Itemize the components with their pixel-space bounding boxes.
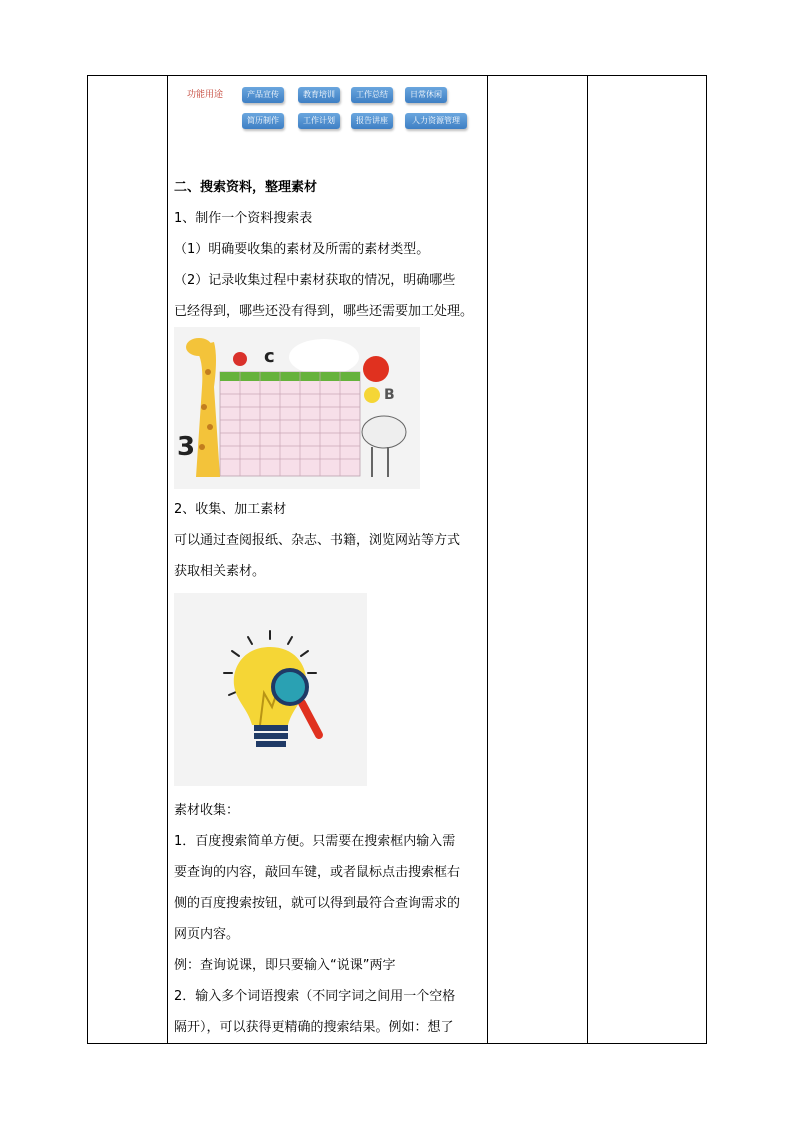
chip: 报告讲座 [351, 113, 393, 129]
paragraph: 侧的百度搜索按钮，就可以得到最符合查询需求的 [174, 896, 461, 911]
chip: 教育培训 [298, 87, 340, 103]
paragraph: 2．输入多个词语搜索（不同字词之间用一个空格 [174, 989, 456, 1004]
bulb-image [174, 593, 367, 786]
text-block-middle [174, 494, 486, 587]
table-column-divider [167, 75, 168, 1044]
svg-text:c: c [264, 346, 275, 367]
paragraph: 1．百度搜索简单方便。只需要在搜索框内输入需 [174, 834, 456, 849]
paragraph: 已经得到，哪些还没有得到，哪些还需要加工处理。 [174, 304, 474, 319]
svg-text:3: 3 [177, 432, 196, 462]
paragraph: 隔开），可以获得更精确的搜索结果。例如：想了 [174, 1020, 454, 1035]
main-cell [174, 75, 486, 141]
function-chips [174, 75, 486, 141]
chip: 工作计划 [298, 113, 340, 129]
chip: 日常休闲 [405, 87, 447, 103]
chip: 产品宣传 [242, 87, 284, 103]
paragraph: 网页内容。 [174, 927, 240, 942]
chip-label: 功能用途 [187, 90, 224, 100]
text-block-bottom [174, 795, 486, 1043]
paragraph: （2）记录收集过程中素材获取的情况，明确哪些 [174, 273, 456, 288]
giraffe-grid-illustration [174, 327, 420, 489]
paragraph: 例：查询说课，即只要输入“说课”两字 [174, 958, 396, 973]
paragraph: 1、制作一个资料搜索表 [174, 211, 313, 226]
chip: 工作总结 [351, 87, 393, 103]
svg-text:B: B [384, 387, 395, 403]
paragraph: 可以通过查阅报纸、杂志、书籍，浏览网站等方式 [174, 533, 461, 548]
section-heading: 二、搜索资料，整理素材 [174, 180, 318, 195]
chip: 简历制作 [242, 113, 284, 129]
paragraph: 获取相关素材。 [174, 564, 266, 579]
lightbulb-magnifier-illustration [174, 593, 367, 786]
paragraph: 素材收集： [174, 803, 240, 818]
paragraph: 要查询的内容，敲回车键，或者鼠标点击搜索框右 [174, 865, 461, 880]
table-column-divider [487, 75, 488, 1044]
text-block-top [174, 172, 486, 327]
chip: 人力资源管理 [405, 113, 467, 129]
giraffe-grid-image [174, 327, 420, 489]
paragraph: 2、收集、加工素材 [174, 502, 287, 517]
table-column-divider [587, 75, 588, 1044]
paragraph: （1）明确要收集的素材及所需的素材类型。 [174, 242, 430, 257]
